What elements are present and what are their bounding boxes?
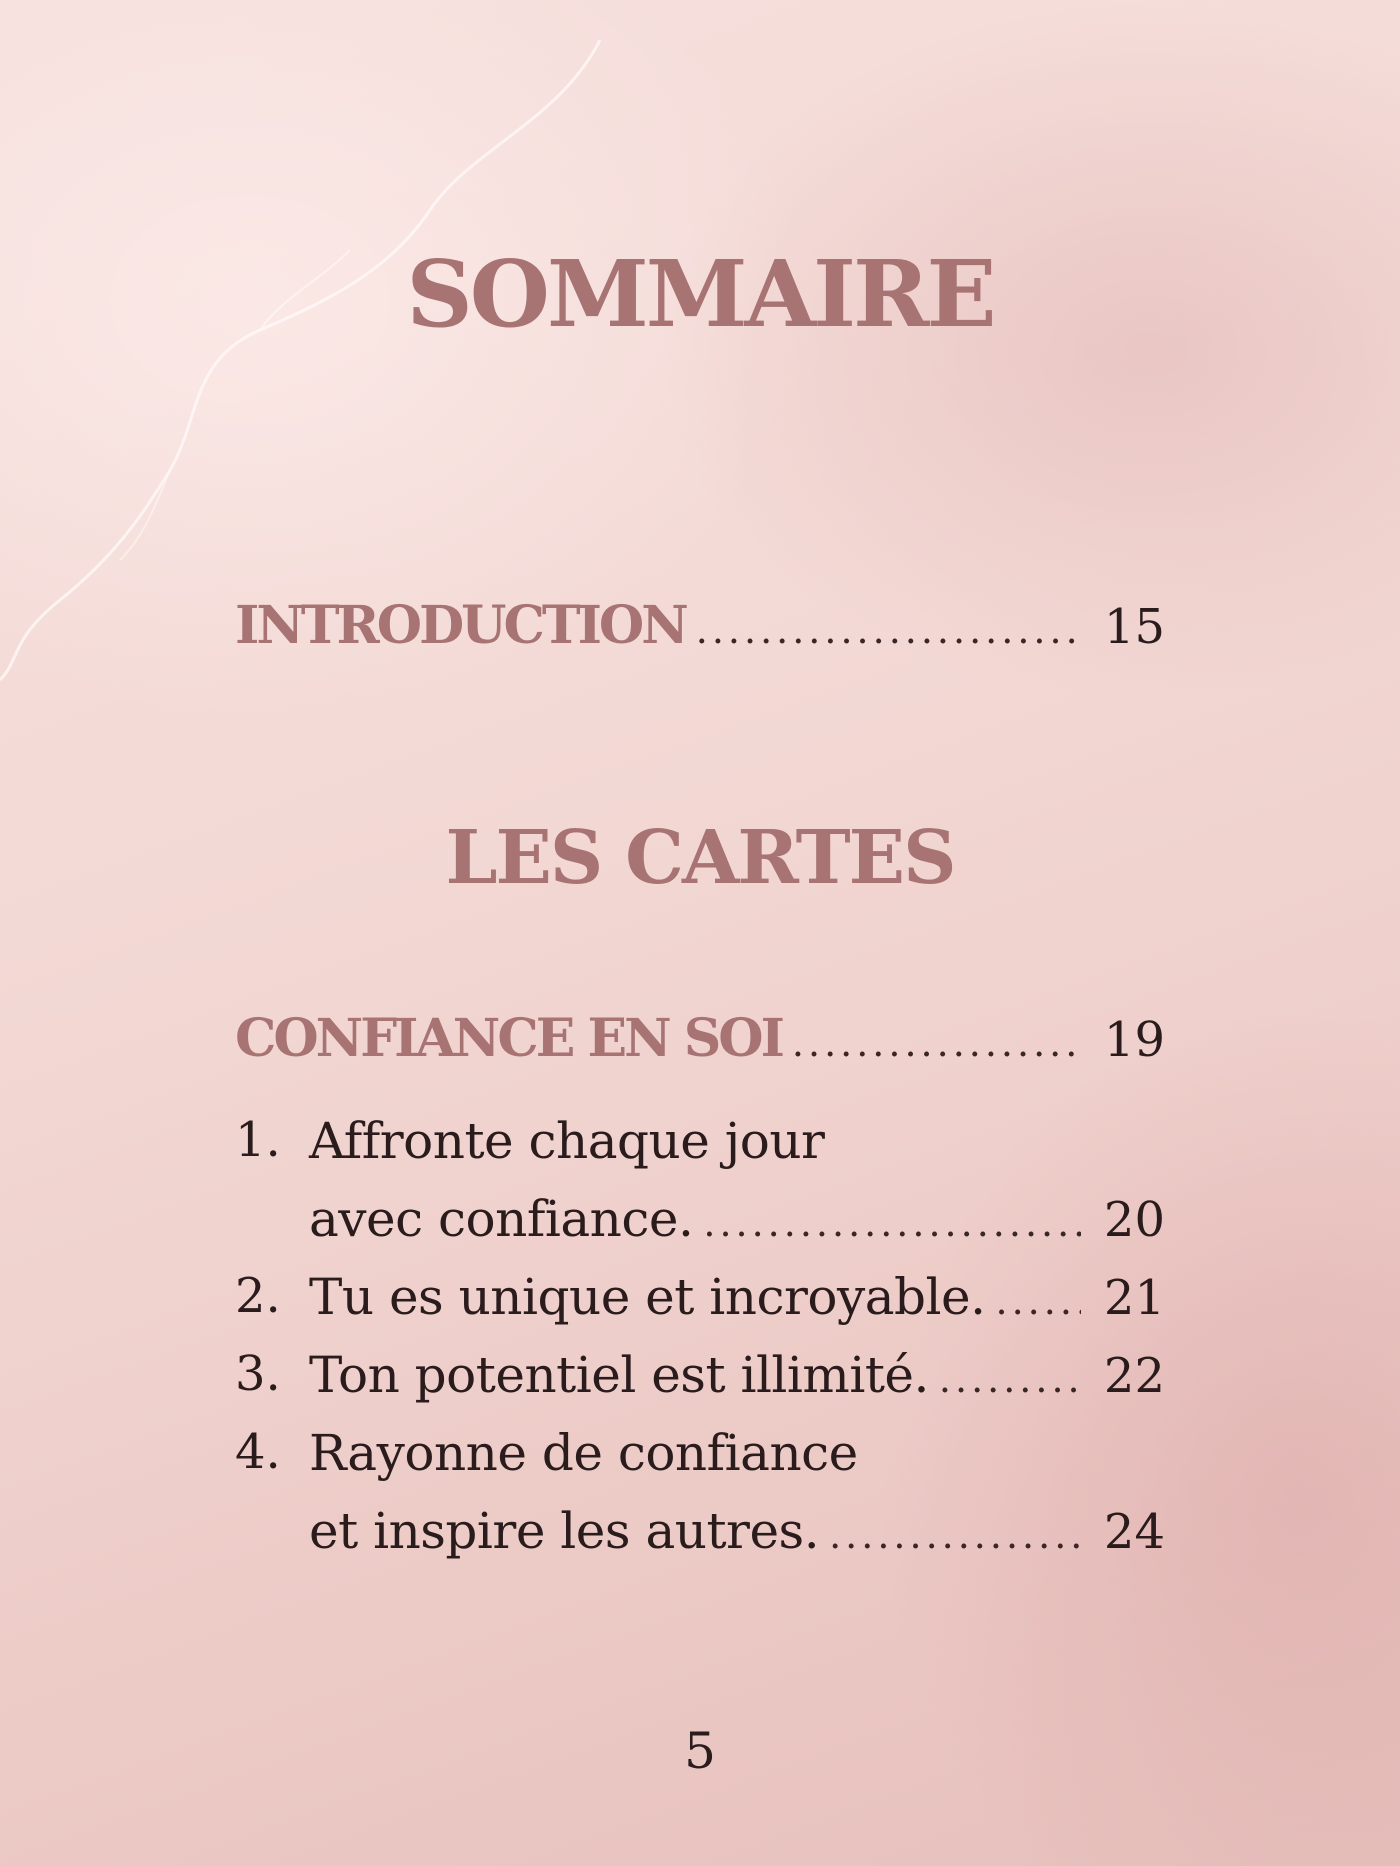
page-title: SOMMAIRE [406,240,994,348]
dot-leader [792,1021,1081,1065]
toc-entry-label: CONFIANCE EN SOI [235,1008,782,1069]
item-text: Affronte chaque jour [309,1112,825,1170]
item-page: 21 [1103,1270,1165,1326]
item-text: Rayonne de confiance [309,1424,858,1482]
item-text: Tu es unique et incroyable. [309,1268,986,1326]
item-page: 22 [1103,1348,1165,1404]
toc-item-2 [309,1268,1165,1326]
item-text: avec confiance. [309,1190,694,1248]
item-page: 20 [1103,1192,1165,1248]
item-number: 4. [235,1424,281,1480]
page-number: 5 [684,1722,716,1780]
dot-leader [996,1279,1082,1323]
dot-leader [703,1201,1081,1245]
item-page: 24 [1103,1504,1165,1560]
toc-entry-introduction [235,595,1165,656]
dot-leader [696,608,1081,652]
toc-entry-page: 15 [1103,599,1165,655]
toc-entry-chapter [235,1008,1165,1069]
toc-entry-page: 19 [1103,1012,1165,1068]
toc-entry-label: INTRODUCTION [235,595,686,656]
item-text: Ton potentiel est illimité. [309,1346,929,1404]
toc-item-3 [309,1346,1165,1404]
dot-leader [829,1513,1081,1557]
item-number: 2. [235,1268,281,1324]
dot-leader [939,1357,1081,1401]
toc-item-4 [309,1502,1165,1560]
item-number: 1. [235,1112,281,1168]
item-text: et inspire les autres. [309,1502,820,1560]
item-number: 3. [235,1346,281,1402]
section-title: LES CARTES [445,815,955,901]
toc-item-1 [309,1190,1165,1248]
